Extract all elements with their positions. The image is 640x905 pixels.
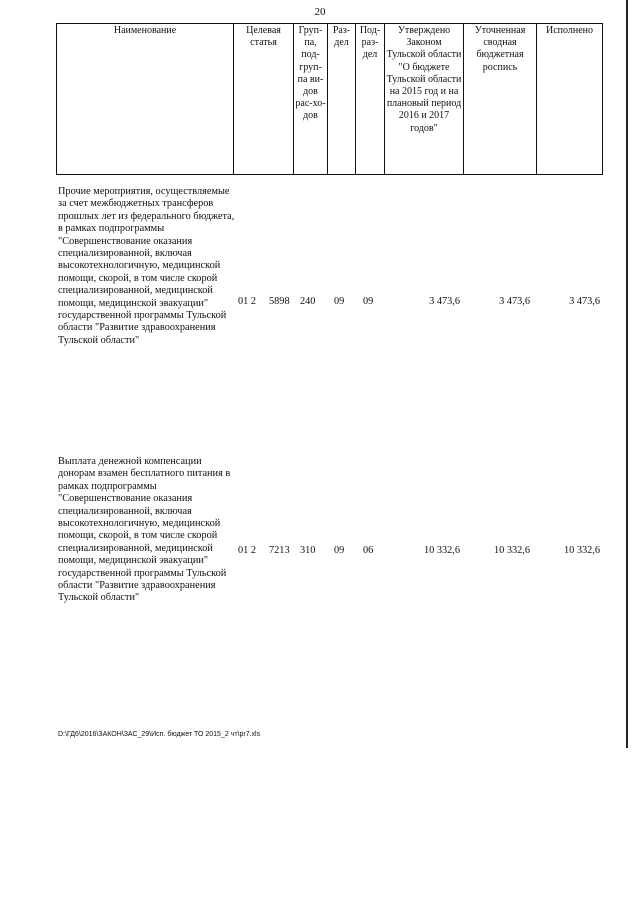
row-code-part2: 7213 — [269, 545, 290, 556]
row-refined: 3 473,6 — [499, 296, 530, 307]
header-razdel: Раз-дел — [328, 24, 356, 175]
header-refined: Уточненная сводная бюджетная роспись — [464, 24, 537, 175]
footer-file-path: D:\ГД6\2016\ЗАКОН\ЗАС_29\Исп. бюджет ТО 2015_2 чт\pr7.xls — [58, 731, 261, 738]
row-razdel: 09 — [334, 296, 345, 307]
header-podrazdel: Под-раз-дел — [356, 24, 385, 175]
row-approved: 10 332,6 — [423, 545, 460, 556]
row-executed: 10 332,6 — [563, 545, 600, 556]
row-razdel: 09 — [334, 545, 345, 556]
row-name: Прочие мероприятия, осуществляемые за счет межбюджетных трансферов прошлых лет из федерального бюджета, в рамках подпрограммы "Совершенствование оказания специализированной, включая высокотехнологичную, медицинской помощи, скорой, в том числе скорой специализированной, медицинской помощи, медицинской эвакуации" государственной программы Тульской области "Развитие здравоохранения Тульской области" — [58, 186, 235, 346]
row-podrazdel: 06 — [363, 545, 374, 556]
scan-edge-line — [626, 0, 628, 748]
row-code-part2: 5898 — [269, 296, 290, 307]
row-name: Выплата денежной компенсации донорам взамен бесплатного питания в рамках подпрограммы "Совершенствование оказания специализированной, включая высокотехнологичную, медицинской помощи, скорой, в том числе скорой специализированной, медицинской помощи, медицинской эвакуации" государственной программы Тульской области "Развитие здравоохранения Тульской области" — [58, 456, 231, 604]
table-row — [0, 545, 640, 559]
row-refined: 10 332,6 — [493, 545, 530, 556]
header-expense-group: Груп-па, под-груп-па ви-дов рас-хо-дов — [294, 24, 328, 175]
row-executed: 3 473,6 — [569, 296, 600, 307]
header-executed: Исполнено — [537, 24, 603, 175]
page-number: 20 — [314, 6, 326, 18]
row-podrazdel: 09 — [363, 296, 374, 307]
table-header — [56, 23, 603, 175]
row-approved: 3 473,6 — [429, 296, 460, 307]
row-code-part1: 01 2 — [238, 296, 257, 307]
table-row — [0, 296, 640, 310]
header-approved: Утверждено Законом Тульской области "О бюджете Тульской области на 2015 год и на плановый период 2016 и 2017 годов" — [385, 24, 464, 175]
row-code-part1: 01 2 — [238, 545, 257, 556]
header-target-article: Целевая статья — [234, 24, 294, 175]
header-name: Наименование — [57, 24, 234, 175]
row-expense-group: 310 — [300, 545, 316, 556]
row-expense-group: 240 — [300, 296, 316, 307]
